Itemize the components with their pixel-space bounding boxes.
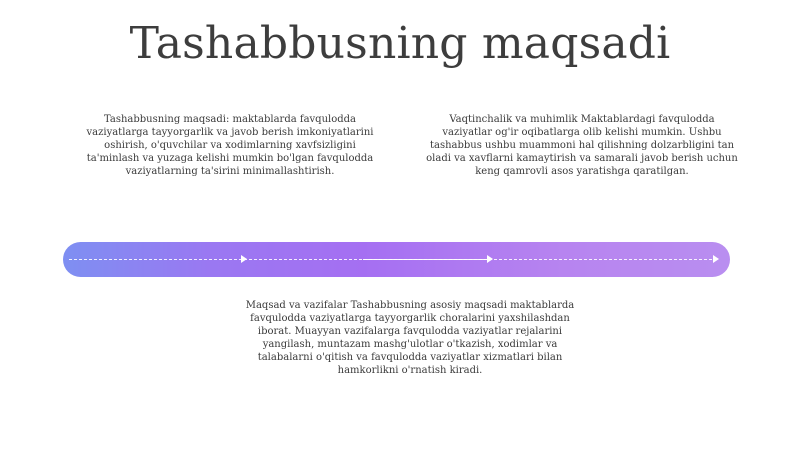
text-block-urgency: Vaqtinchalik va muhimlik Maktablardagi favqulodda vaziyatlar og'ir oqibatlarga olib kelishi mumkin. Ushbu tashabbus ushbu muammoni hal qilishning dolzarbligini tan oladi va xavflarni kamaytirish va samarali javob berish uchun keng qamrovli asos yaratishga qaratilgan. [426,114,738,177]
arrow-right-icon [487,255,493,263]
text-block-objectives: Maqsad va vazifalar Tashabbusning asosiy maqsadi maktablarda favqulodda vaziyatlarga tayyorgarlik choralarini yaxshilashdan iborat. Muayyan vazifalarga favqulodda vaziyatlar rejalarini yangilash, muntazam mashg'ulotlar o'tkazish, xodimlar va talabalarni o'qitish va favqulodda vaziyatlar xizmatlari bilan hamkorlikni o'rnatish kiradi. [245,300,575,376]
arrow-right-icon [713,255,719,263]
text-block-goal: Tashabbusning maqsadi: maktablarda favqulodda vaziyatlarga tayyorgarlik va javob berish imkoniyatlarini oshirish, o'quvchilar va xodimlarning xavfsizligini ta'minlash va yuzaga kelishi mumkin bo'lgan favqulodda vaziyatlarning ta'sirini minimallashtirish. [86,114,374,177]
page-title: Tashabbusning maqsadi [129,18,671,69]
arrow-right-icon [241,255,247,263]
timeline-bar [63,242,730,277]
timeline-solid-segment [363,259,488,260]
